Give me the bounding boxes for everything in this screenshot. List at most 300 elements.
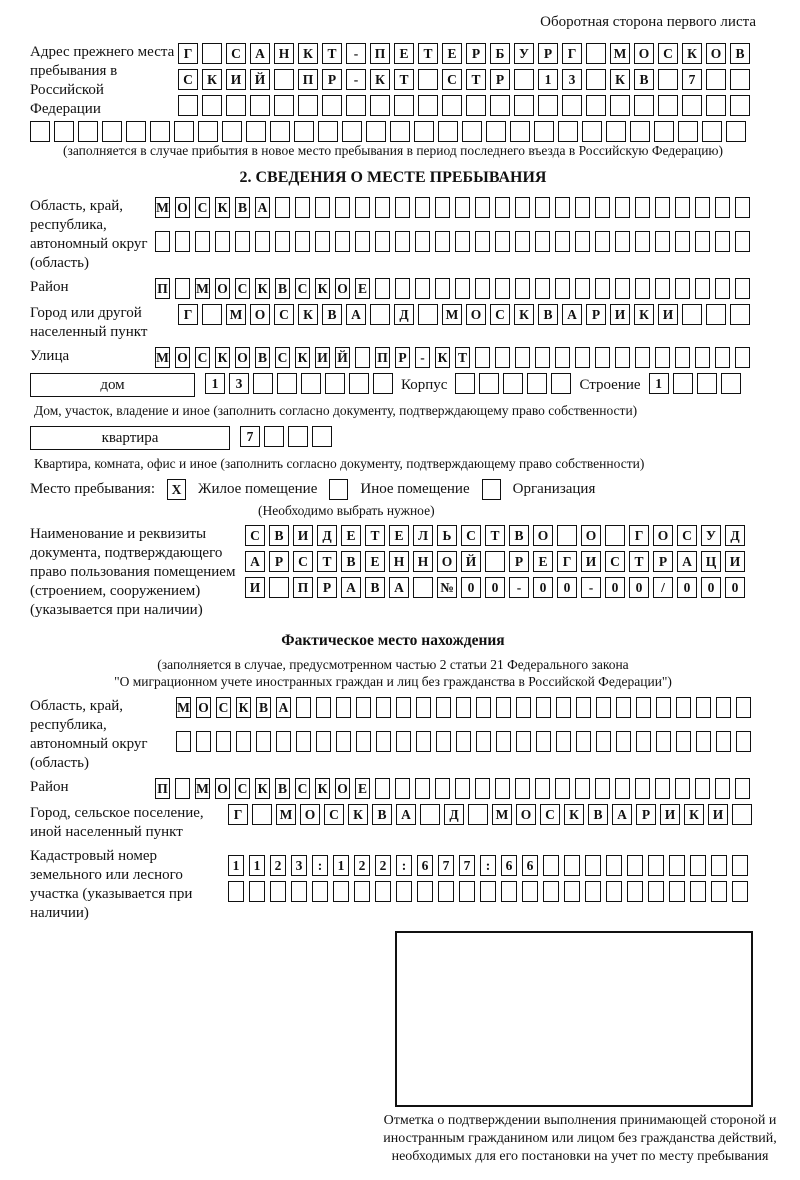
grid-cell-empty[interactable] [695, 197, 710, 218]
grid-cell-empty[interactable] [249, 881, 265, 902]
grid-cell-empty[interactable] [468, 804, 488, 825]
stay-type-checkbox-organization[interactable] [482, 479, 501, 500]
grid-cell-empty[interactable] [514, 95, 534, 116]
grid-cell-empty[interactable] [375, 197, 390, 218]
grid-cell-filled[interactable]: П [370, 43, 390, 64]
grid-cell-empty[interactable] [576, 697, 591, 718]
grid-cell-empty[interactable] [270, 121, 290, 142]
grid-cell-empty[interactable] [558, 121, 578, 142]
grid-cell-empty[interactable] [697, 373, 717, 394]
grid-cell-empty[interactable] [575, 347, 590, 368]
grid-cell-empty[interactable] [706, 304, 726, 325]
grid-cell-empty[interactable] [155, 231, 170, 252]
grid-cell-filled[interactable]: В [509, 525, 529, 546]
grid-cell-filled[interactable]: Р [466, 43, 486, 64]
grid-cell-empty[interactable] [375, 881, 391, 902]
grid-cell-filled[interactable]: К [315, 778, 330, 799]
grid-cell-empty[interactable] [616, 731, 631, 752]
grid-cell-filled[interactable]: - [346, 43, 366, 64]
grid-cell-empty[interactable] [455, 373, 475, 394]
grid-cell-filled[interactable]: К [298, 304, 318, 325]
grid-cell-empty[interactable] [335, 197, 350, 218]
grid-cell-empty[interactable] [370, 304, 390, 325]
grid-cell-empty[interactable] [634, 95, 654, 116]
grid-cell-empty[interactable] [676, 731, 691, 752]
grid-cell-empty[interactable] [715, 778, 730, 799]
grid-cell-filled[interactable]: О [533, 525, 553, 546]
grid-cell-empty[interactable] [555, 278, 570, 299]
grid-cell-filled[interactable]: 2 [375, 855, 391, 876]
grid-cell-filled[interactable]: 1 [249, 855, 265, 876]
grid-cell-empty[interactable] [606, 855, 622, 876]
grid-cell-filled[interactable]: Г [562, 43, 582, 64]
grid-cell-empty[interactable] [355, 197, 370, 218]
grid-cell-filled[interactable]: Е [442, 43, 462, 64]
grid-cell-filled[interactable]: 0 [605, 577, 625, 598]
grid-cell-filled[interactable]: С [658, 43, 678, 64]
grid-cell-empty[interactable] [730, 304, 750, 325]
grid-cell-empty[interactable] [476, 697, 491, 718]
grid-cell-empty[interactable] [475, 231, 490, 252]
grid-cell-filled[interactable]: Т [418, 43, 438, 64]
grid-cell-filled[interactable]: - [415, 347, 430, 368]
grid-cell-empty[interactable] [575, 231, 590, 252]
grid-cell-empty[interactable] [615, 278, 630, 299]
grid-cell-empty[interactable] [726, 121, 746, 142]
grid-cell-empty[interactable] [175, 278, 190, 299]
grid-cell-empty[interactable] [356, 731, 371, 752]
grid-cell-filled[interactable]: 1 [538, 69, 558, 90]
grid-cell-empty[interactable] [516, 731, 531, 752]
grid-cell-empty[interactable] [436, 731, 451, 752]
grid-cell-filled[interactable]: Р [538, 43, 558, 64]
grid-cell-empty[interactable] [635, 778, 650, 799]
grid-cell-empty[interactable] [576, 731, 591, 752]
grid-cell-filled[interactable]: : [312, 855, 328, 876]
grid-cell-empty[interactable] [395, 278, 410, 299]
grid-cell-filled[interactable]: А [255, 197, 270, 218]
grid-cell-empty[interactable] [102, 121, 122, 142]
grid-cell-empty[interactable] [373, 373, 393, 394]
grid-cell-filled[interactable]: С [490, 304, 510, 325]
grid-cell-empty[interactable] [202, 304, 222, 325]
grid-cell-empty[interactable] [495, 347, 510, 368]
grid-cell-filled[interactable]: И [226, 69, 246, 90]
grid-cell-empty[interactable] [296, 697, 311, 718]
grid-cell-filled[interactable]: О [175, 197, 190, 218]
grid-cell-empty[interactable] [606, 881, 622, 902]
grid-cell-empty[interactable] [736, 697, 751, 718]
grid-cell-empty[interactable] [535, 778, 550, 799]
grid-cell-filled[interactable]: О [581, 525, 601, 546]
grid-cell-filled[interactable]: Г [557, 551, 577, 572]
grid-cell-empty[interactable] [675, 197, 690, 218]
grid-cell-empty[interactable] [510, 121, 530, 142]
grid-cell-empty[interactable] [735, 278, 750, 299]
grid-cell-filled[interactable]: С [295, 278, 310, 299]
grid-cell-empty[interactable] [270, 881, 286, 902]
grid-cell-empty[interactable] [333, 881, 349, 902]
grid-cell-empty[interactable] [585, 855, 601, 876]
grid-cell-empty[interactable] [78, 121, 98, 142]
grid-cell-filled[interactable]: 0 [485, 577, 505, 598]
grid-cell-filled[interactable]: Г [228, 804, 248, 825]
grid-cell-filled[interactable]: И [708, 804, 728, 825]
grid-cell-filled[interactable]: В [275, 278, 290, 299]
grid-cell-filled[interactable]: А [346, 304, 366, 325]
grid-cell-filled[interactable]: О [437, 551, 457, 572]
grid-cell-empty[interactable] [316, 731, 331, 752]
grid-cell-empty[interactable] [295, 197, 310, 218]
grid-cell-empty[interactable] [370, 95, 390, 116]
grid-cell-empty[interactable] [276, 731, 291, 752]
grid-cell-filled[interactable]: К [215, 197, 230, 218]
grid-cell-empty[interactable] [557, 525, 577, 546]
grid-cell-filled[interactable]: И [658, 304, 678, 325]
grid-cell-empty[interactable] [690, 855, 706, 876]
grid-cell-empty[interactable] [534, 121, 554, 142]
grid-cell-empty[interactable] [336, 731, 351, 752]
grid-cell-empty[interactable] [256, 731, 271, 752]
grid-cell-empty[interactable] [635, 231, 650, 252]
grid-cell-filled[interactable]: 7 [682, 69, 702, 90]
grid-cell-filled[interactable]: Р [269, 551, 289, 572]
grid-cell-empty[interactable] [436, 697, 451, 718]
grid-cell-empty[interactable] [615, 197, 630, 218]
grid-cell-filled[interactable]: С [461, 525, 481, 546]
grid-cell-filled[interactable]: Т [394, 69, 414, 90]
grid-cell-empty[interactable] [174, 121, 194, 142]
grid-cell-empty[interactable] [442, 95, 462, 116]
grid-cell-empty[interactable] [390, 121, 410, 142]
grid-cell-empty[interactable] [246, 121, 266, 142]
grid-cell-filled[interactable]: № [437, 577, 457, 598]
grid-cell-filled[interactable]: / [653, 577, 673, 598]
grid-cell-filled[interactable]: Й [250, 69, 270, 90]
grid-cell-filled[interactable]: Ь [437, 525, 457, 546]
grid-cell-empty[interactable] [318, 121, 338, 142]
grid-cell-empty[interactable] [606, 121, 626, 142]
grid-cell-filled[interactable]: О [175, 347, 190, 368]
grid-cell-filled[interactable]: И [610, 304, 630, 325]
grid-cell-filled[interactable]: М [155, 197, 170, 218]
grid-cell-empty[interactable] [456, 697, 471, 718]
grid-cell-empty[interactable] [456, 731, 471, 752]
grid-cell-filled[interactable]: О [300, 804, 320, 825]
grid-cell-filled[interactable]: Е [341, 525, 361, 546]
grid-cell-empty[interactable] [54, 121, 74, 142]
grid-cell-filled[interactable]: Т [455, 347, 470, 368]
grid-cell-empty[interactable] [695, 278, 710, 299]
grid-cell-empty[interactable] [475, 197, 490, 218]
grid-cell-filled[interactable]: 0 [725, 577, 745, 598]
grid-cell-filled[interactable]: 0 [629, 577, 649, 598]
grid-cell-filled[interactable]: Е [394, 43, 414, 64]
grid-cell-empty[interactable] [375, 278, 390, 299]
grid-cell-filled[interactable]: Р [586, 304, 606, 325]
grid-cell-empty[interactable] [376, 697, 391, 718]
grid-cell-empty[interactable] [615, 231, 630, 252]
grid-cell-filled[interactable]: Г [178, 43, 198, 64]
grid-cell-empty[interactable] [675, 347, 690, 368]
grid-cell-empty[interactable] [543, 881, 559, 902]
grid-cell-empty[interactable] [682, 304, 702, 325]
grid-cell-empty[interactable] [535, 231, 550, 252]
grid-cell-empty[interactable] [215, 231, 230, 252]
grid-cell-filled[interactable]: Н [274, 43, 294, 64]
grid-cell-empty[interactable] [495, 231, 510, 252]
grid-cell-empty[interactable] [475, 778, 490, 799]
grid-cell-empty[interactable] [466, 95, 486, 116]
grid-cell-filled[interactable]: В [235, 197, 250, 218]
grid-cell-filled[interactable]: 3 [562, 69, 582, 90]
grid-cell-filled[interactable]: К [348, 804, 368, 825]
grid-cell-filled[interactable]: К [684, 804, 704, 825]
grid-cell-empty[interactable] [676, 697, 691, 718]
grid-cell-filled[interactable]: Л [413, 525, 433, 546]
grid-cell-filled[interactable]: О [466, 304, 486, 325]
grid-cell-empty[interactable] [298, 95, 318, 116]
grid-cell-empty[interactable] [376, 731, 391, 752]
grid-cell-empty[interactable] [356, 697, 371, 718]
grid-cell-empty[interactable] [715, 278, 730, 299]
grid-cell-filled[interactable]: С [226, 43, 246, 64]
house-box[interactable]: дом [30, 373, 195, 397]
grid-cell-filled[interactable]: М [195, 278, 210, 299]
grid-cell-filled[interactable]: К [255, 278, 270, 299]
grid-cell-empty[interactable] [654, 121, 674, 142]
grid-cell-empty[interactable] [315, 197, 330, 218]
grid-cell-empty[interactable] [294, 121, 314, 142]
grid-cell-empty[interactable] [635, 347, 650, 368]
grid-cell-filled[interactable]: М [442, 304, 462, 325]
grid-cell-empty[interactable] [202, 43, 222, 64]
grid-cell-filled[interactable]: Т [365, 525, 385, 546]
grid-cell-empty[interactable] [418, 69, 438, 90]
grid-cell-empty[interactable] [455, 778, 470, 799]
grid-cell-empty[interactable] [342, 121, 362, 142]
grid-cell-empty[interactable] [435, 778, 450, 799]
grid-cell-filled[interactable]: : [396, 855, 412, 876]
grid-cell-empty[interactable] [479, 373, 499, 394]
grid-cell-empty[interactable] [715, 347, 730, 368]
grid-cell-filled[interactable]: М [226, 304, 246, 325]
grid-cell-empty[interactable] [655, 778, 670, 799]
grid-cell-filled[interactable]: Е [533, 551, 553, 572]
grid-cell-empty[interactable] [635, 278, 650, 299]
grid-cell-empty[interactable] [395, 197, 410, 218]
grid-cell-empty[interactable] [349, 373, 369, 394]
grid-cell-empty[interactable] [175, 231, 190, 252]
grid-cell-empty[interactable] [316, 697, 331, 718]
grid-cell-empty[interactable] [486, 121, 506, 142]
grid-cell-empty[interactable] [396, 881, 412, 902]
grid-cell-filled[interactable]: П [155, 778, 170, 799]
grid-cell-filled[interactable]: К [634, 304, 654, 325]
grid-cell-filled[interactable]: А [612, 804, 632, 825]
grid-cell-empty[interactable] [415, 278, 430, 299]
grid-cell-filled[interactable]: Й [461, 551, 481, 572]
grid-cell-empty[interactable] [730, 95, 750, 116]
grid-cell-empty[interactable] [414, 121, 434, 142]
grid-cell-filled[interactable]: М [195, 778, 210, 799]
grid-cell-empty[interactable] [636, 697, 651, 718]
grid-cell-empty[interactable] [655, 197, 670, 218]
grid-cell-empty[interactable] [216, 731, 231, 752]
grid-cell-filled[interactable]: 0 [533, 577, 553, 598]
grid-cell-empty[interactable] [395, 231, 410, 252]
grid-cell-filled[interactable]: О [250, 304, 270, 325]
grid-cell-empty[interactable] [354, 881, 370, 902]
grid-cell-empty[interactable] [658, 95, 678, 116]
grid-cell-empty[interactable] [335, 231, 350, 252]
grid-cell-filled[interactable]: С [540, 804, 560, 825]
grid-cell-empty[interactable] [575, 197, 590, 218]
grid-cell-filled[interactable]: О [634, 43, 654, 64]
grid-cell-empty[interactable] [610, 95, 630, 116]
grid-cell-empty[interactable] [202, 95, 222, 116]
grid-cell-empty[interactable] [522, 881, 538, 902]
grid-cell-filled[interactable]: И [660, 804, 680, 825]
grid-cell-empty[interactable] [438, 881, 454, 902]
grid-cell-filled[interactable]: Р [653, 551, 673, 572]
grid-cell-empty[interactable] [485, 551, 505, 572]
grid-cell-empty[interactable] [416, 731, 431, 752]
grid-cell-empty[interactable] [596, 697, 611, 718]
grid-cell-empty[interactable] [732, 804, 752, 825]
grid-cell-empty[interactable] [669, 855, 685, 876]
grid-cell-filled[interactable]: М [155, 347, 170, 368]
grid-cell-empty[interactable] [490, 95, 510, 116]
grid-cell-empty[interactable] [496, 731, 511, 752]
grid-cell-empty[interactable] [535, 197, 550, 218]
grid-cell-filled[interactable]: 1 [649, 373, 669, 394]
grid-cell-filled[interactable]: К [315, 278, 330, 299]
grid-cell-filled[interactable]: В [372, 804, 392, 825]
grid-cell-filled[interactable]: Т [466, 69, 486, 90]
grid-cell-empty[interactable] [255, 231, 270, 252]
grid-cell-empty[interactable] [627, 881, 643, 902]
grid-cell-empty[interactable] [375, 231, 390, 252]
grid-cell-empty[interactable] [269, 577, 289, 598]
grid-cell-empty[interactable] [711, 881, 727, 902]
grid-cell-empty[interactable] [595, 197, 610, 218]
grid-cell-empty[interactable] [325, 373, 345, 394]
grid-cell-filled[interactable]: С [293, 551, 313, 572]
grid-cell-empty[interactable] [735, 231, 750, 252]
grid-cell-empty[interactable] [655, 231, 670, 252]
grid-cell-filled[interactable]: О [235, 347, 250, 368]
grid-cell-empty[interactable] [198, 121, 218, 142]
grid-cell-empty[interactable] [730, 69, 750, 90]
grid-cell-filled[interactable]: Р [395, 347, 410, 368]
grid-cell-empty[interactable] [296, 731, 311, 752]
grid-cell-empty[interactable] [195, 231, 210, 252]
grid-cell-empty[interactable] [275, 231, 290, 252]
grid-cell-empty[interactable] [495, 778, 510, 799]
grid-cell-empty[interactable] [515, 197, 530, 218]
grid-cell-filled[interactable]: В [275, 778, 290, 799]
grid-cell-empty[interactable] [711, 855, 727, 876]
grid-cell-filled[interactable]: В [634, 69, 654, 90]
grid-cell-empty[interactable] [669, 881, 685, 902]
grid-cell-empty[interactable] [656, 697, 671, 718]
grid-cell-empty[interactable] [735, 347, 750, 368]
grid-cell-filled[interactable]: А [250, 43, 270, 64]
grid-cell-empty[interactable] [605, 525, 625, 546]
grid-cell-empty[interactable] [176, 731, 191, 752]
grid-cell-filled[interactable]: О [215, 778, 230, 799]
grid-cell-filled[interactable]: С [442, 69, 462, 90]
grid-cell-empty[interactable] [288, 426, 308, 447]
grid-cell-empty[interactable] [682, 95, 702, 116]
grid-cell-empty[interactable] [178, 95, 198, 116]
grid-cell-filled[interactable]: С [178, 69, 198, 90]
grid-cell-empty[interactable] [355, 347, 370, 368]
grid-cell-empty[interactable] [312, 426, 332, 447]
grid-cell-filled[interactable]: В [269, 525, 289, 546]
grid-cell-filled[interactable]: К [202, 69, 222, 90]
grid-cell-empty[interactable] [716, 697, 731, 718]
stay-type-checkbox-residential[interactable]: X [167, 479, 186, 500]
grid-cell-filled[interactable]: Ц [701, 551, 721, 572]
grid-cell-empty[interactable] [295, 231, 310, 252]
grid-cell-empty[interactable] [536, 697, 551, 718]
grid-cell-empty[interactable] [455, 278, 470, 299]
grid-cell-filled[interactable]: П [375, 347, 390, 368]
grid-cell-filled[interactable]: В [365, 577, 385, 598]
grid-cell-empty[interactable] [575, 778, 590, 799]
grid-cell-empty[interactable] [459, 881, 475, 902]
grid-cell-empty[interactable] [413, 577, 433, 598]
grid-cell-empty[interactable] [648, 881, 664, 902]
grid-cell-empty[interactable] [312, 881, 328, 902]
grid-cell-empty[interactable] [475, 278, 490, 299]
grid-cell-empty[interactable] [475, 347, 490, 368]
grid-cell-filled[interactable]: К [255, 778, 270, 799]
grid-cell-empty[interactable] [543, 855, 559, 876]
grid-cell-empty[interactable] [250, 95, 270, 116]
grid-cell-empty[interactable] [715, 197, 730, 218]
grid-cell-filled[interactable]: Т [317, 551, 337, 572]
grid-cell-filled[interactable]: В [730, 43, 750, 64]
grid-cell-filled[interactable]: - [509, 577, 529, 598]
grid-cell-empty[interactable] [336, 697, 351, 718]
grid-cell-filled[interactable]: У [701, 525, 721, 546]
grid-cell-empty[interactable] [615, 778, 630, 799]
grid-cell-empty[interactable] [495, 278, 510, 299]
grid-cell-filled[interactable]: С [195, 197, 210, 218]
grid-cell-empty[interactable] [615, 347, 630, 368]
grid-cell-filled[interactable]: 7 [438, 855, 454, 876]
grid-cell-filled[interactable]: К [298, 43, 318, 64]
grid-cell-empty[interactable] [555, 231, 570, 252]
grid-cell-filled[interactable]: Д [725, 525, 745, 546]
grid-cell-empty[interactable] [396, 731, 411, 752]
grid-cell-empty[interactable] [301, 373, 321, 394]
grid-cell-empty[interactable] [595, 778, 610, 799]
grid-cell-filled[interactable]: С [245, 525, 265, 546]
grid-cell-empty[interactable] [535, 278, 550, 299]
grid-cell-filled[interactable]: Р [317, 577, 337, 598]
grid-cell-filled[interactable]: О [653, 525, 673, 546]
grid-cell-empty[interactable] [30, 121, 50, 142]
grid-cell-empty[interactable] [503, 373, 523, 394]
grid-cell-empty[interactable] [695, 347, 710, 368]
grid-cell-filled[interactable]: К [236, 697, 251, 718]
grid-cell-filled[interactable]: 2 [270, 855, 286, 876]
grid-cell-filled[interactable]: М [176, 697, 191, 718]
